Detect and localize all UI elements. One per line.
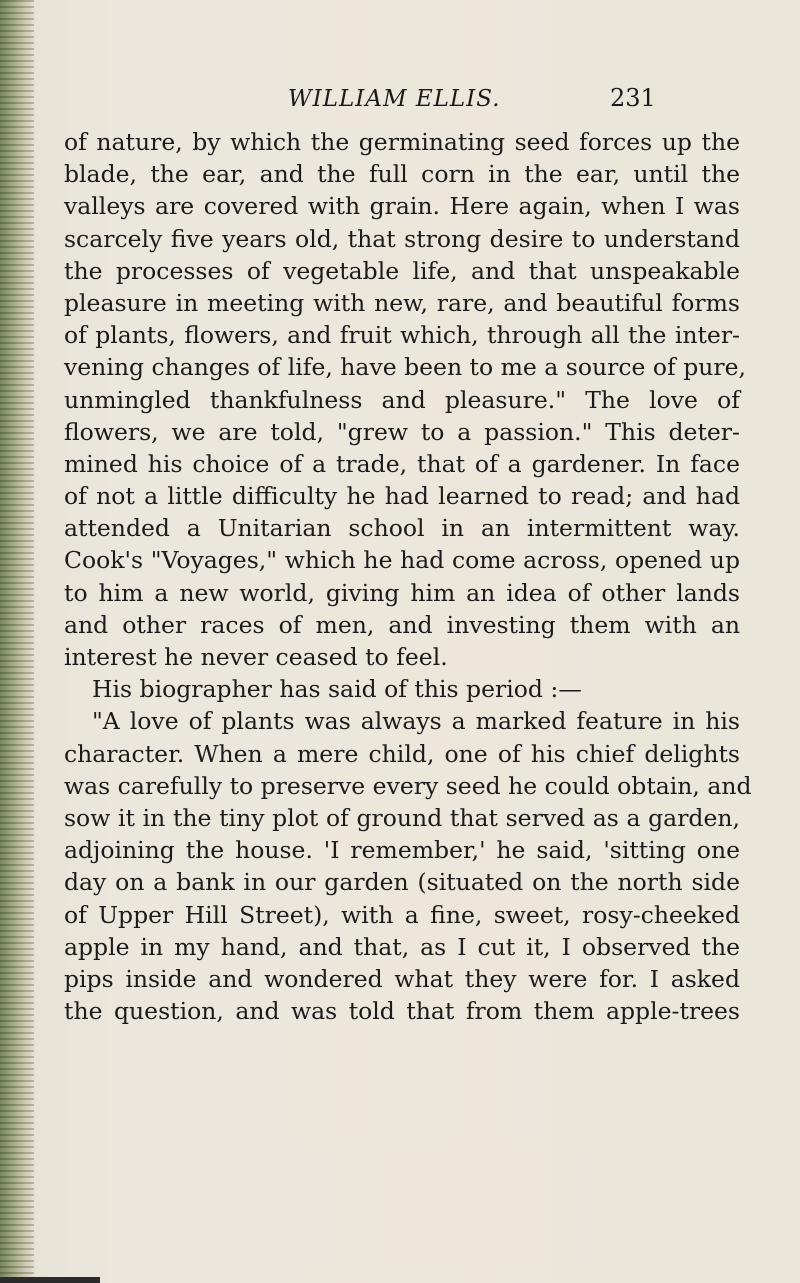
text-line: to him a new world, giving him an idea of other lands xyxy=(64,578,740,607)
bottom-rule xyxy=(0,1277,100,1283)
running-head: WILLIAM ELLIS. xyxy=(288,86,501,112)
text-line: vening changes of life, have been to me a source of pure, xyxy=(64,353,746,382)
text-line: of nature, by which the germinating seed forces up the xyxy=(64,128,740,156)
text-line: character. When a mere child, one of his chief delights xyxy=(64,739,740,768)
text-line: was carefully to preserve every seed he could obtain, and xyxy=(64,771,752,800)
page-number: 231 xyxy=(610,84,656,112)
text-line: scarcely five years old, that strong desire to understand xyxy=(64,224,740,253)
text-line: pips inside and wondered what they were for. I asked xyxy=(64,964,740,993)
text-line: adjoining the house. 'I remember,' he said, 'sitting one xyxy=(64,836,740,865)
text-line: day on a bank in our garden (situated on the north side xyxy=(64,868,740,897)
text-line: of not a little difficulty he had learned to read; and had xyxy=(64,482,740,511)
text-line: attended a Unitarian school in an intermittent way. xyxy=(64,514,740,543)
text-line: blade, the ear, and the full corn in the ear, until the xyxy=(64,160,740,189)
text-line: "A love of plants was always a marked feature in his xyxy=(92,707,740,736)
text-line: flowers, we are told, "grew to a passion." This deter- xyxy=(64,417,740,446)
page-header xyxy=(0,78,800,118)
text-line: Cook's "Voyages," which he had come across, opened up xyxy=(64,546,740,575)
body-text xyxy=(64,126,752,1027)
text-line: the processes of vegetable life, and that unspeakable xyxy=(64,256,740,285)
text-line: apple in my hand, and that, as I cut it, I observed the xyxy=(64,932,740,961)
text-line: of Upper Hill Street), with a fine, sweet, rosy-cheeked xyxy=(64,900,740,929)
text-line: unmingled thankfulness and pleasure." The love of xyxy=(64,385,740,414)
text-line: and other races of men, and investing them with an xyxy=(64,610,740,639)
text-line: His biographer has said of this period :— xyxy=(92,675,582,704)
text-line: pleasure in meeting with new, rare, and beautiful forms xyxy=(64,288,740,317)
text-line: the question, and was told that from them apple-trees xyxy=(64,997,740,1026)
text-line: sow it in the tiny plot of ground that served as a garden, xyxy=(64,803,740,832)
text-line: of plants, flowers, and fruit which, through all the inter- xyxy=(64,321,740,350)
text-line: valleys are covered with grain. Here again, when I was xyxy=(64,192,740,221)
text-line: interest he never ceased to feel. xyxy=(64,643,448,671)
text-line: mined his choice of a trade, that of a gardener. In face xyxy=(64,449,740,478)
binding-edge xyxy=(0,0,34,1283)
